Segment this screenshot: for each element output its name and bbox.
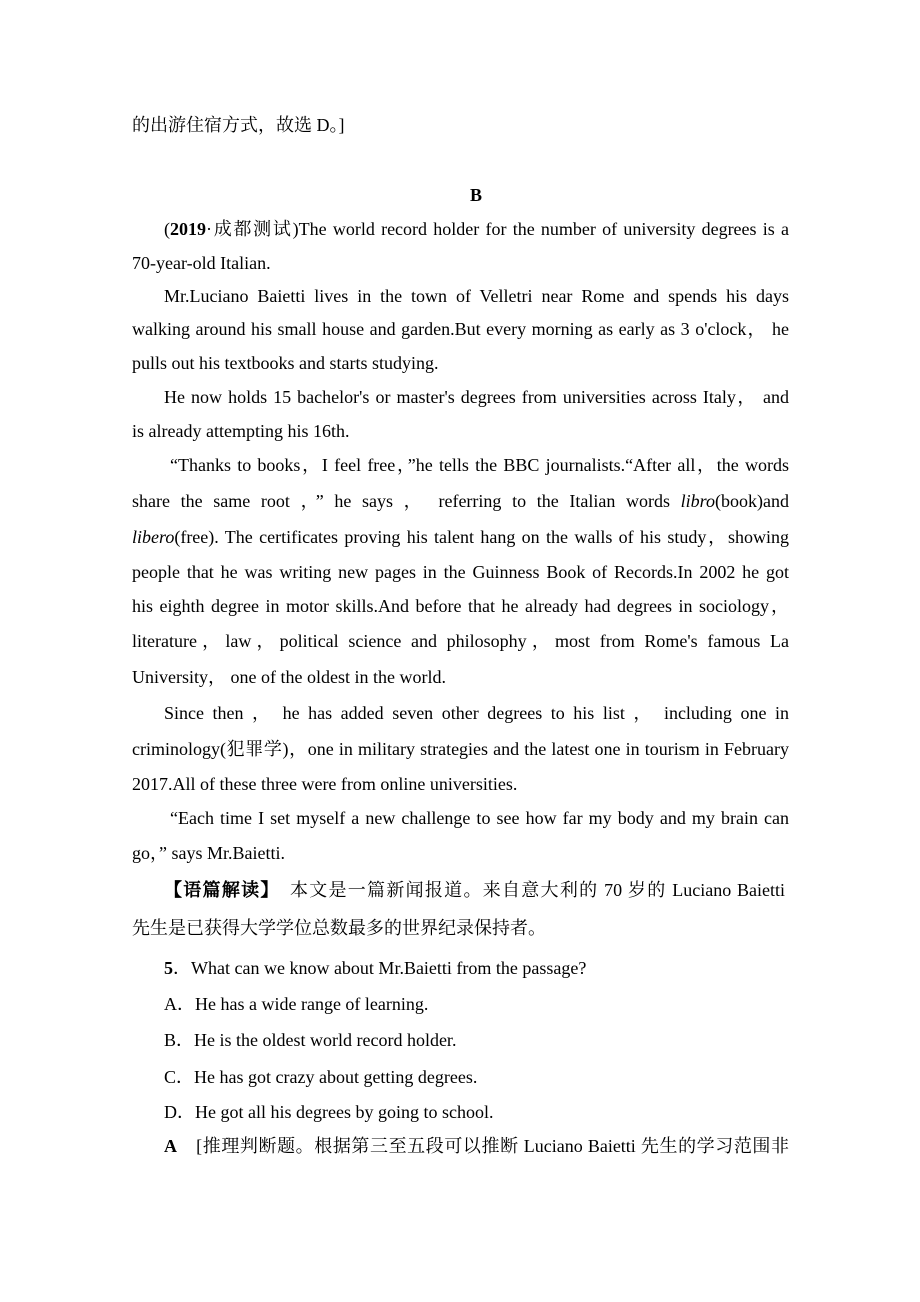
text-segment: “Each time I set myself a new challenge to see how far my body and my brain can [170, 808, 789, 828]
text-segment: He now holds 15 bachelor's or master's degrees from universities across Italy， and [164, 387, 789, 407]
paragraph-line [132, 593, 789, 619]
answer-tail [132, 112, 345, 138]
paragraph-line [132, 736, 789, 762]
paragraph-line [132, 418, 349, 444]
paragraph-line [164, 216, 789, 242]
text-segment: 5 [164, 958, 173, 978]
paragraph-line [132, 250, 271, 276]
text-segment: 70-year-old Italian. [132, 253, 271, 273]
text-segment: criminology(犯罪学)，one in military strategies and the latest one in tourism in February [132, 739, 789, 759]
option-d [164, 1099, 493, 1125]
answer-explanation-line [164, 1133, 789, 1159]
paragraph-line [132, 316, 789, 342]
option-b [164, 1027, 456, 1053]
paragraph-line [132, 350, 439, 376]
passage-analysis-line [164, 877, 785, 903]
paragraph-line [132, 488, 789, 514]
paragraph-line [164, 700, 789, 726]
paragraph-line [164, 384, 789, 410]
text-segment: people that he was writing new pages in the Guinness Book of Records.In 2002 he got [132, 562, 789, 582]
text-segment: B [469, 185, 482, 205]
question-5 [164, 955, 586, 981]
text-segment: is already attempting his 16th. [132, 421, 350, 441]
passage-analysis-line [132, 915, 546, 941]
text-segment: 本文是一篇新闻报道。来自意大利的 70 岁的 Luciano Baietti [270, 880, 785, 900]
text-segment: 的出游住宿方式，故选 D。] [132, 115, 345, 135]
option-a [164, 991, 428, 1017]
text-segment: literature，law，political science and philosophy，most from Rome's famous La [132, 631, 789, 651]
text-segment: ( [164, 219, 170, 239]
text-segment: ．What can we know about Mr.Baietti from the passage? [173, 958, 587, 978]
paragraph-line [132, 524, 789, 550]
text-segment: C．He has got crazy about getting degrees. [164, 1067, 478, 1087]
text-segment: 【语篇解读】 [164, 880, 271, 900]
text-segment: walking around his small house and garden.But every morning as early as 3 o'clock， he [132, 319, 789, 339]
text-segment: A．He has a wide range of learning. [164, 994, 429, 1014]
text-segment: libero [132, 527, 175, 547]
text-segment: [推理判断题。根据第三至五段可以推断 Luciano Baietti 先生的学习范围非 [177, 1136, 789, 1156]
text-segment: libro [680, 491, 716, 511]
text-segment: Mr.Luciano Baietti lives in the town of Velletri near Rome and spends his days [164, 286, 789, 306]
text-segment: Since then ， he has added seven other degrees to his list ， including one in [164, 703, 789, 723]
option-c [164, 1064, 477, 1090]
section-heading [0, 182, 920, 208]
text-segment: ·成都测试)The world record holder for the number of university degrees is a [206, 219, 789, 239]
paragraph-line [132, 664, 446, 690]
paragraph-line [170, 805, 789, 831]
paragraph-line [164, 283, 789, 309]
text-segment: (book)and [715, 491, 789, 511]
text-segment: “Thanks to books，I feel free，”he tells the BBC journalists.“After all，the words [170, 455, 789, 475]
text-segment: A [164, 1136, 177, 1156]
text-segment: B．He is the oldest world record holder. [164, 1030, 457, 1050]
text-segment: pulls out his textbooks and starts studying. [132, 353, 439, 373]
text-segment: 2017.All of these three were from online universities. [132, 774, 518, 794]
text-segment: his eighth degree in motor skills.And before that he already had degrees in sociology， [132, 596, 789, 616]
text-segment: share the same root ，” he says ， referring to the Italian words [132, 491, 681, 511]
text-segment: go，” says Mr.Baietti. [132, 843, 285, 863]
text-segment: University， one of the oldest in the world. [132, 667, 446, 687]
paragraph-line [170, 452, 789, 478]
text-segment: D．He got all his degrees by going to school. [164, 1102, 494, 1122]
text-segment: 先生是已获得大学学位总数最多的世界纪录保持者。 [132, 918, 546, 938]
text-segment: (free). The certificates proving his talent hang on the walls of his study，showing [174, 527, 789, 547]
paragraph-line [132, 559, 789, 585]
text-segment: 2019 [170, 219, 206, 239]
paragraph-line [132, 771, 517, 797]
paragraph-line [132, 628, 789, 654]
paragraph-line [132, 840, 285, 866]
